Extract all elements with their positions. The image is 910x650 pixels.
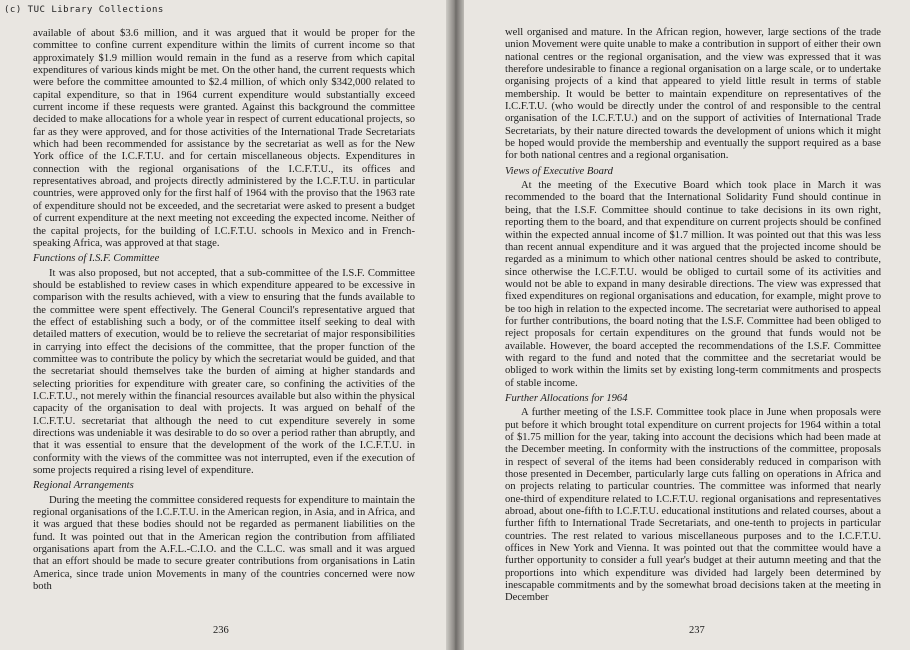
- left-page: [33, 28, 415, 593]
- right-heading-executive: Views of Executive Board: [505, 165, 613, 177]
- right-paragraph-3: A further meeting of the I.S.F. Committee took place in June when proposals were put before it which brought total expenditure on current projects for 1964 within a total of $1.75 million for the year, taking into account the decisions which had been made at the December meeting. In conformity with the instructions of the committee, proposals in respect of several of the items had been considerably reduced in comparison with those presented in December, particularly large cuts falling on operations in Africa and on projects relating to particular countries. The committee was informed that nearly one-third of expenditure related to I.C.F.T.U. regional organisations and representatives abroad, about one-fifth to I.C.F.T.U. educational institutions and related courses, about a further fifth to International Trade Secretariats, and one-tenth to projects in particular countries. The rest related to various miscellaneous purposes and to the I.C.F.T.U. offices in New York and Vienna. It was pointed out that the committee would have a further opportunity to consider a full year's budget at their autumn meeting and that the proportions into which expenditure was divided had largely been determined by inescapable commitments and by the somewhat broad decisions taken at the meeting in December: [505, 407, 881, 604]
- left-page-number: 236: [213, 625, 229, 636]
- left-heading-functions: Functions of I.S.F. Committee: [33, 253, 160, 265]
- left-paragraph-3: During the meeting the committee considered requests for expenditure to maintain the regional organisations of the I.C.F.T.U. in the American region, in Asia, and in Africa, and it was argued that these bodies should not be regarded as permanent liabilities on the fund. It was pointed out that in the American region the contribution from affiliated organisations apart from the A.F.L.-C.I.O. and the C.L.C. was small and it was argued that an effort should be made to secure greater contributions from organisations in Latin America, since trade union Movements in many of the countries concerned were now both: [33, 494, 415, 593]
- library-watermark: (c) TUC Library Collections: [4, 5, 164, 15]
- right-page-number: 237: [689, 625, 705, 636]
- book-gutter: [446, 0, 464, 650]
- right-page: [505, 27, 881, 605]
- left-heading-regional: Regional Arrangements: [33, 480, 134, 492]
- left-paragraph-2: It was also proposed, but not accepted, that a sub-committee of the I.S.F. Committee should be established to review cases in which expenditure appeared to be excessive in comparison with the results achieved, with a view to ensuring that the funds available to the committee were spent effectively. The General Council's representative argued that the effect of establishing such a body, or of the committee itself seeking to deal with detailed matters of execution, would be to relieve the secretariat of major responsibilities in carrying into effect the decisions of the committee, that the proper function of the committee was to contribute the policy by which the secretariat would be guided, and that the secretariat should themselves take the burden of aiming at higher standards and selecting priorities for expenditure with greater care, so confining the activities of the I.C.F.T.U., not merely within the financial resources available but also within the physical capacity of the organisation to deal with projects. It was argued on behalf of the I.C.F.T.U. secretariat that although the need to cut expenditure severely in some directions was undeniable it was desirable to do so over a period rather than abruptly, and that it was essential to ensure that the development of the work of the I.C.F.T.U. in conformity with the views of the committee was not interrupted, even if the execution of some projects required a rising level of expenditure.: [33, 267, 415, 477]
- right-paragraph-1: well organised and mature. In the African region, however, large sections of the trade union Movement were quite unable to make a contribution in support of either their own national centres or the regional organisation, and the view was expressed that it was therefore undesirable to finance a regional organisation on a large scale, or to undertake organising projects of a kind that appeared to yield little result in terms of stable membership. It would be better to maintain expenditure on representatives of the I.C.F.T.U. (who would be directly under the control of and responsible to the central organisation of the I.C.F.T.U.) and on the support of activities of International Trade Secretariats, by their nature directed towards the development of unions which it might be hoped would provide the membership and eventually the support required as a base for both national centres and a regional organisation.: [505, 27, 881, 162]
- right-paragraph-2: At the meeting of the Executive Board which took place in March it was recommended to the board that the International Solidarity Fund should continue in being, that the I.S.F. Committee should continue to take decisions in its own right, reporting them to the board, and that expenditure on current projects should be confined within the expected annual income of $1.7 million. It was pointed out that this was less than recent annual expenditure and it was argued that the projected income should be regarded as a minimum to which other national centres should be asked to contribute, since otherwise the I.C.F.T.U. would be obliged to curtail some of its activities and would not be able to expand in many desirable directions. The view was expressed that fixed expenditures on regional organisations and education, for example, might prove to be too high in relation to the expected income. The secretariat were authorised to appeal for further contributions, the board noting that the I.S.F. Committee had been obliged to reject proposals for certain expenditures on the ground that funds would not be available. However, the board accepted the recommendations of the I.S.F. Committee with regard to the fund and noted that the committee and the secretariat would be obliged to work within the limits set by existing long-term commitments and prospects of stable income.: [505, 180, 881, 389]
- right-heading-further: Further Allocations for 1964: [505, 392, 628, 404]
- left-paragraph-1: available of about $3.6 million, and it was argued that it would be proper for the committee to confine current expenditure within the limits of current income so that approximately $1.9 million would remain in the fund as a reserve from which capital expenditures of various kinds might be met. On the other hand, the current requests which were before the committee amounted to $2.4 million, of which only $342,000 related to capital expenditure, so that in 1964 current expenditure would substantially exceed current income if these requests were granted. Against this background the committee decided to make allocations for a whole year in respect of current educational projects, so far as they were approved, and for those activities of the International Trade Secretariats which had been recommended for assistance by the secretariat as well as for the New York office of the I.C.F.T.U. and for certain miscellaneous objects. Expenditures in connection with the regional organisations of the I.C.F.T.U., its offices and representatives abroad, and projects directly administered by the I.C.F.T.U. in particular countries, were approved only for the first half of 1964 with the proviso that the 1963 rate of expenditure should not be exceeded, and the secretariat were asked to present a budget of current expenditure at the next meeting not exceeding the expected income. Neither of the capital projects, for the building of I.C.F.T.U. schools in Mexico and in French-speaking Africa, was approved at that stage.: [33, 28, 415, 249]
